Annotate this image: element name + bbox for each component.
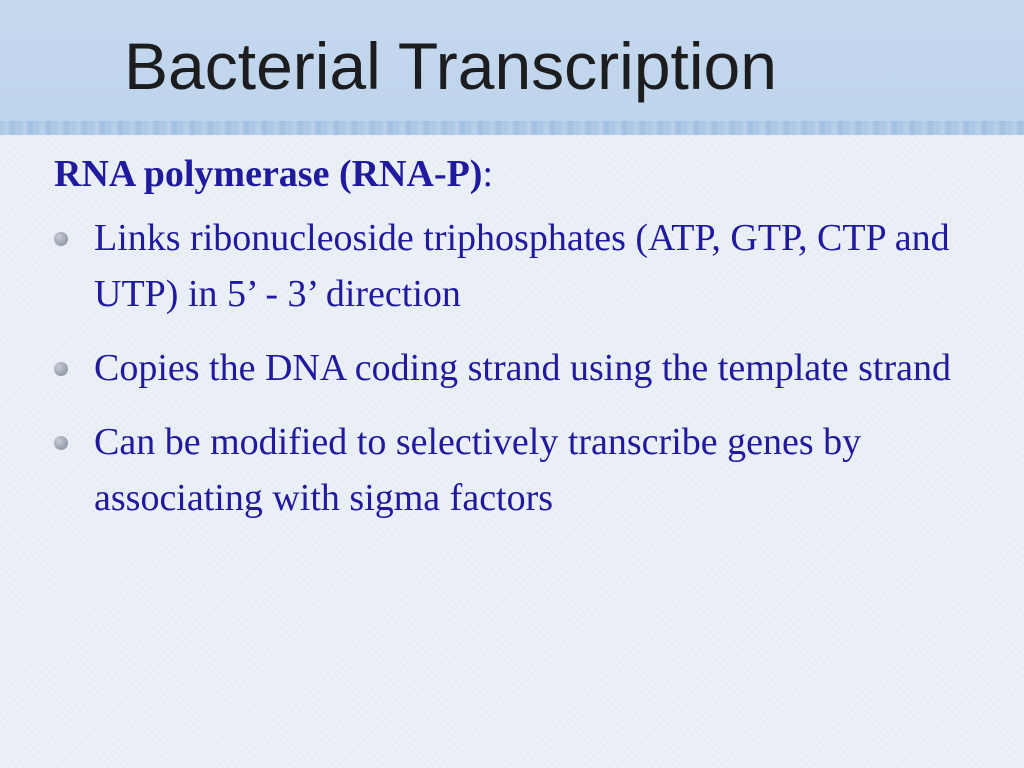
- bullet-dot-icon: [54, 232, 68, 246]
- slide-content: [54, 150, 994, 544]
- bullet-item: [54, 210, 994, 322]
- heading-colon: :: [482, 153, 494, 195]
- bullet-item: [54, 414, 994, 526]
- slide-title: Bacterial Transcription: [124, 29, 777, 103]
- bullet-text: Links ribonucleoside triphosphates (ATP, GTP, CTP and UTP) in 5’ - 3’ direction: [94, 217, 950, 315]
- bullet-dot-icon: [54, 362, 68, 376]
- bullet-text: Copies the DNA coding strand using the template strand: [94, 347, 951, 389]
- bullet-item: [54, 340, 994, 396]
- content-heading: [54, 150, 994, 198]
- bullet-list: [54, 210, 994, 526]
- heading-text: RNA polymerase (RNA-P): [54, 153, 483, 195]
- bullet-text: Can be modified to selectively transcribe genes by associating with sigma factors: [94, 421, 862, 519]
- title-band-edge: [0, 121, 1024, 135]
- bullet-dot-icon: [54, 436, 68, 450]
